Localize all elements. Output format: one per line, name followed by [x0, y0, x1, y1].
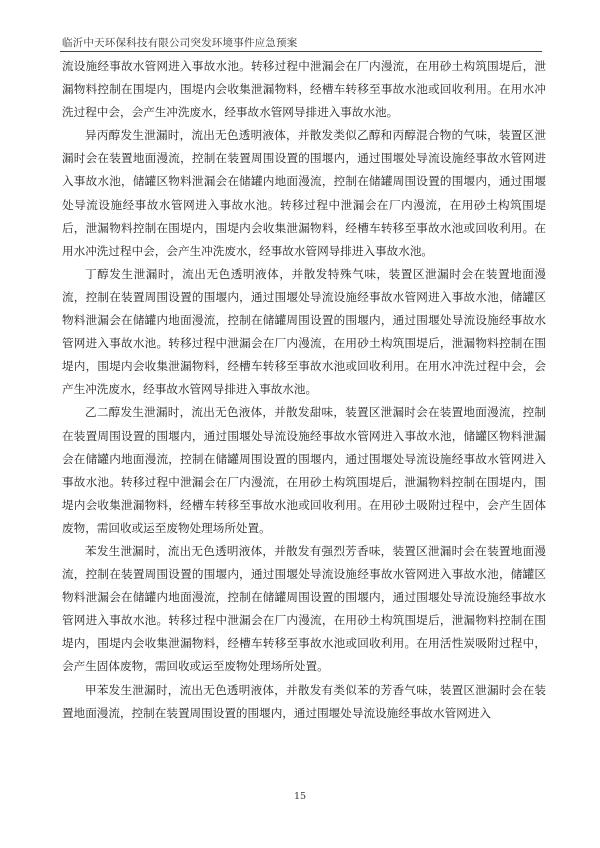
- paragraph-butanol: 丁醇发生泄漏时，流出无色透明液体，并散发特殊气味，装置区泄漏时会在装置地面漫流，控制在装置周围设置的围堰内，通过围堰处导流设施经事故水管网进入事故水池，储罐区物料泄漏会在储罐内地面漫流，控制在储罐周围设置的围堰内，通过围堰处导流设施经事故水管网进入事故水池。转移过程中泄漏会在厂内漫流，在用砂土构筑围堤后，泄漏物料控制在围堤内，围堤内会收集泄漏物料，经槽车转移至事故水池或回收利用。在用水冲洗过程中会，会产生冲洗废水，经事故水管网导排进入事故水池。: [62, 266, 546, 397]
- paragraph-isopropanol: 异丙醇发生泄漏时，流出无色透明液体，并散发类似乙醇和丙醇混合物的气味，装置区泄漏时会在装置地面漫流，控制在装置周围设置的围堰内，通过围堰处导流设施经事故水管网进入事故水池，储罐区物料泄漏会在储罐内地面漫流，控制在储罐周围设置的围堰内，通过围堰处导流设施经事故水管网进入事故水池。转移过程中泄漏会在厂内漫流，在用砂土构筑围堤后，泄漏物料控制在围堤内，围堤内会收集泄漏物料，经槽车转移至事故水池或回收利用。在用水冲洗过程中会，会产生冲洗废水，经事故水管网导排进入事故水池。: [62, 128, 546, 258]
- document-body: [62, 55, 546, 725]
- paragraph-benzene: 苯发生泄漏时，流出无色透明液体，并散发有强烈芳香味，装置区泄漏时会在装置地面漫流，控制在装置周围设置的围堰内，通过围堰处导流设施经事故水管网进入事故水池，储罐区物料泄漏会在储罐内地面漫流，控制在储罐周围设置的围堰内，通过围堰处导流设施经事故水管网进入事故水池。转移过程中泄漏会在厂内漫流，在用砂土构筑围堤后，泄漏物料控制在围堤内，围堤内会收集泄漏物料，经槽车转移至事故水池或回收利用。在用活性炭吸附过程中，会产生固体废物，需回收或运至废物处理场所处置。: [62, 543, 546, 674]
- paragraph-ethylene-glycol: 乙二醇发生泄漏时，流出无色液体，并散发甜味，装置区泄漏时会在装置地面漫流，控制在装置周围设置的围堰内，通过围堰处导流设施经事故水管网进入事故水池，储罐区物料泄漏会在储罐内地面漫流，控制在储罐周围设置的围堰内，通过围堰处导流设施经事故水管网进入事故水池。转移过程中泄漏会在厂内漫流，在用砂土构筑围堤后，泄漏物料控制在围堤内，围堤内会收集泄漏物料，经槽车转移至事故水池或回收利用。在用砂土吸附过程中，会产生固体废物，需回收或运至废物处理场所处置。: [62, 405, 546, 535]
- page-header: 临沂中天环保科技有限公司突发环境事件应急预案: [62, 37, 298, 49]
- paragraph-continuation: 流设施经事故水管网进入事故水池。转移过程中泄漏会在厂内漫流，在用砂土构筑围堤后，泄漏物料控制在围堤内，围堤内会收集泄漏物料，经槽车转移至事故水池或回收利用。在用水冲洗过程中会，会产生冲洗废水，经事故水管网导排进入事故水池。: [62, 59, 546, 120]
- header-divider: [60, 51, 542, 52]
- page-number: 15: [293, 791, 307, 802]
- paragraph-toluene: 甲苯发生泄漏时，流出无色透明液体，并散发有类似苯的芳香气味，装置区泄漏时会在装置地面漫流，控制在装置周围设置的围堰内，通过围堰处导流设施经事故水管网进入: [62, 682, 546, 720]
